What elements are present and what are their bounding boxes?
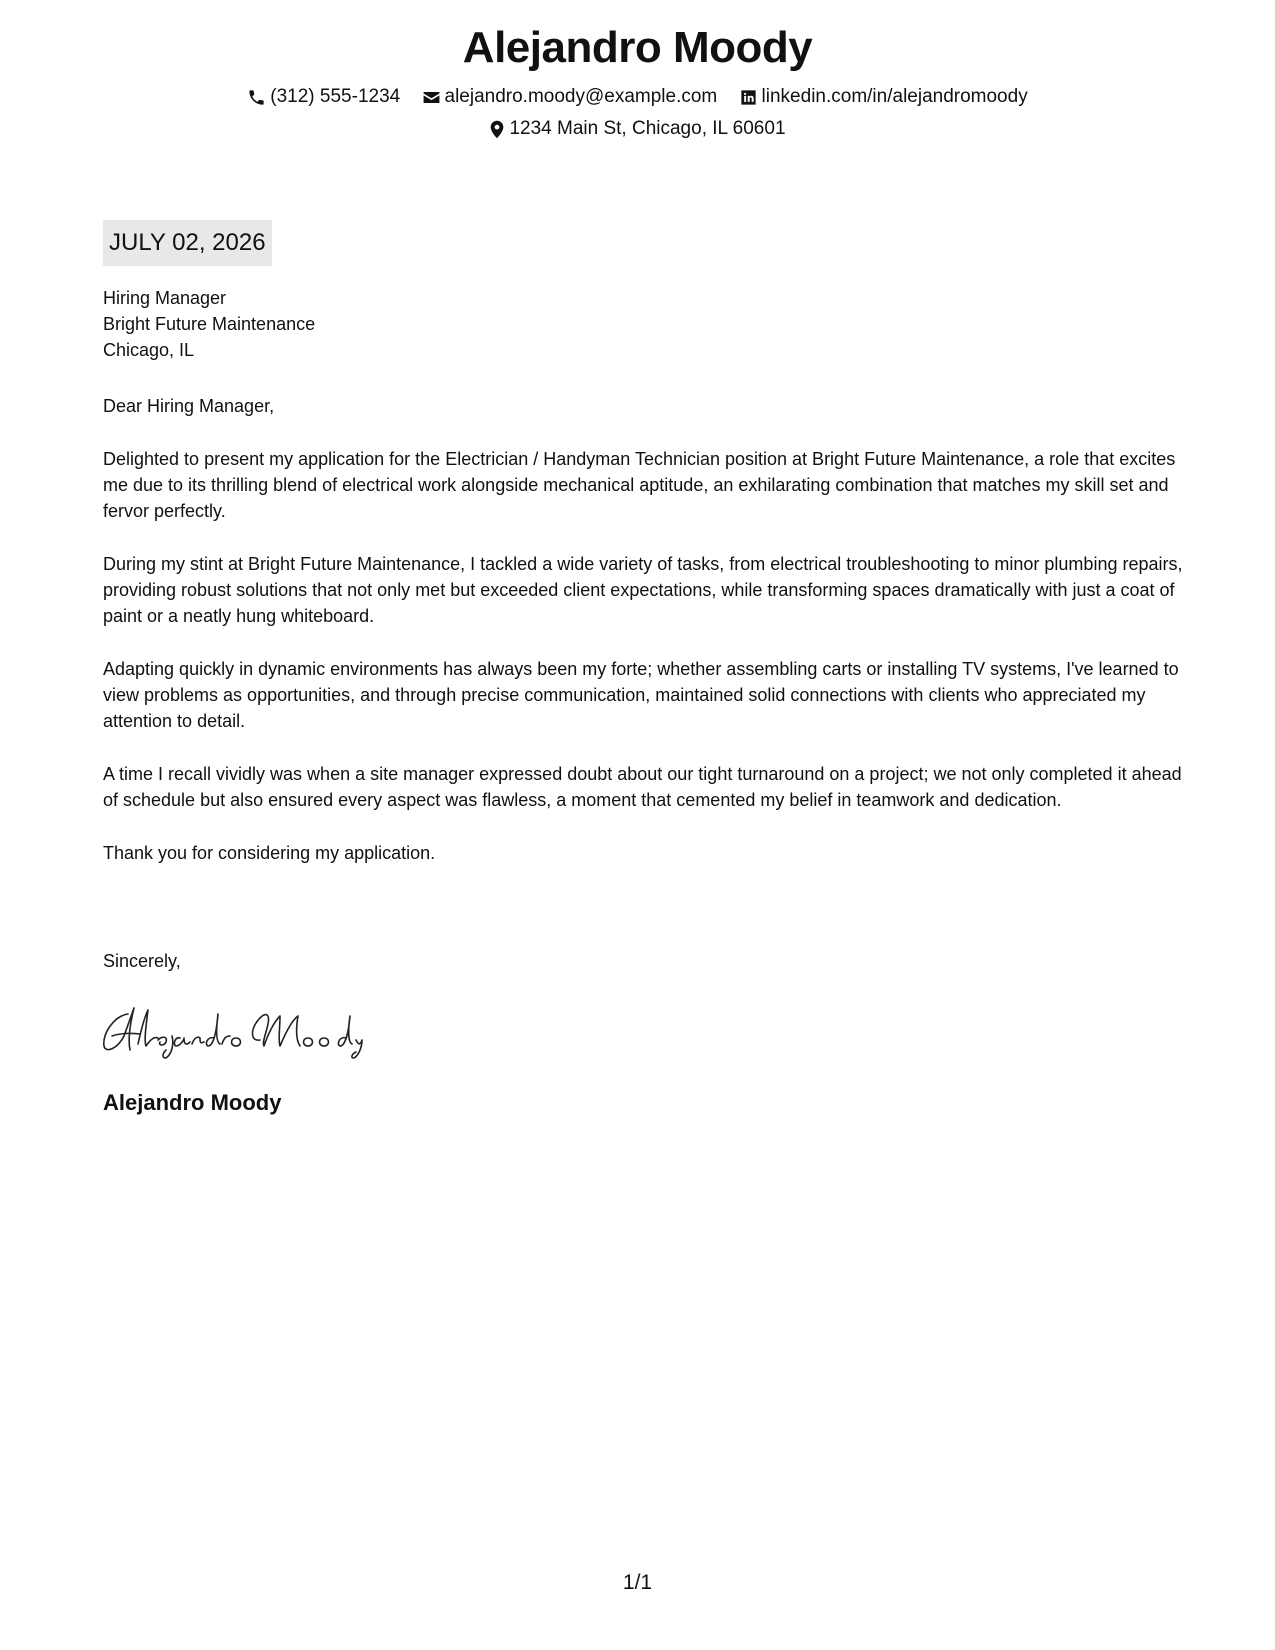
page-number: 1/1	[622, 1571, 653, 1594]
address-row	[0, 114, 1275, 149]
recipient-location: Chicago, IL	[103, 340, 195, 360]
letter-date: JULY 02, 2026	[103, 220, 272, 266]
letter-body	[103, 446, 1183, 893]
map-marker-icon	[489, 120, 505, 139]
address-contact	[489, 114, 785, 144]
applicant-name: Alejandro Moody	[462, 23, 813, 72]
address-text: 1234 Main St, Chicago, IL 60601	[509, 118, 786, 140]
linkedin-text[interactable]: linkedin.com/in/alejandromoody	[761, 86, 1028, 107]
closing: Sincerely,	[103, 951, 181, 971]
body-paragraph: Thank you for considering my application.	[103, 843, 436, 863]
linkedin-icon	[739, 88, 758, 107]
contact-row	[0, 82, 1275, 112]
email-contact[interactable]	[422, 82, 718, 112]
signature-image	[100, 1000, 370, 1060]
recipient-company: Bright Future Maintenance	[103, 314, 316, 334]
recipient-title: Hiring Manager	[103, 288, 227, 308]
phone-contact	[247, 82, 400, 112]
letter-header	[0, 18, 1275, 149]
body-paragraph: During my stint at Bright Future Maintenance, I tackled a wide variety of tasks, from electrical troubleshooting to minor plumbing repairs, providing robust solutions that not only met but exceeded client expectations, while transforming spaces dramatically with just a coat of paint or a neatly hung whiteboard.	[103, 554, 1183, 626]
signer-name: Alejandro Moody	[103, 1090, 282, 1115]
body-paragraph: Delighted to present my application for the Electrician / Handyman Technician position at Bright Future Maintenance, a role that excites me due to its thrilling blend of electrical work alongside mechanical aptitude, an exhilarating combination that matches my skill set and fervor perfectly.	[103, 449, 1176, 521]
handwritten-signature	[100, 1000, 370, 1065]
phone-icon	[247, 88, 266, 107]
linkedin-contact[interactable]	[739, 82, 1028, 112]
envelope-icon	[422, 88, 441, 107]
email-text[interactable]: alejandro.moody@example.com	[444, 86, 718, 107]
phone-text: (312) 555-1234	[270, 86, 401, 107]
recipient-block	[103, 285, 315, 363]
body-paragraph: Adapting quickly in dynamic environments has always been my forte; whether assembling carts or installing TV systems, I've learned to view problems as opportunities, and through precise communication, maintained solid connections with clients who appreciated my attention to detail.	[103, 659, 1179, 731]
body-paragraph: A time I recall vividly was when a site manager expressed doubt about our tight turnaround on a project; we not only completed it ahead of schedule but also ensured every aspect was flawless, a moment that cemented my belief in teamwork and dedication.	[103, 764, 1182, 810]
salutation: Dear Hiring Manager,	[103, 396, 275, 416]
